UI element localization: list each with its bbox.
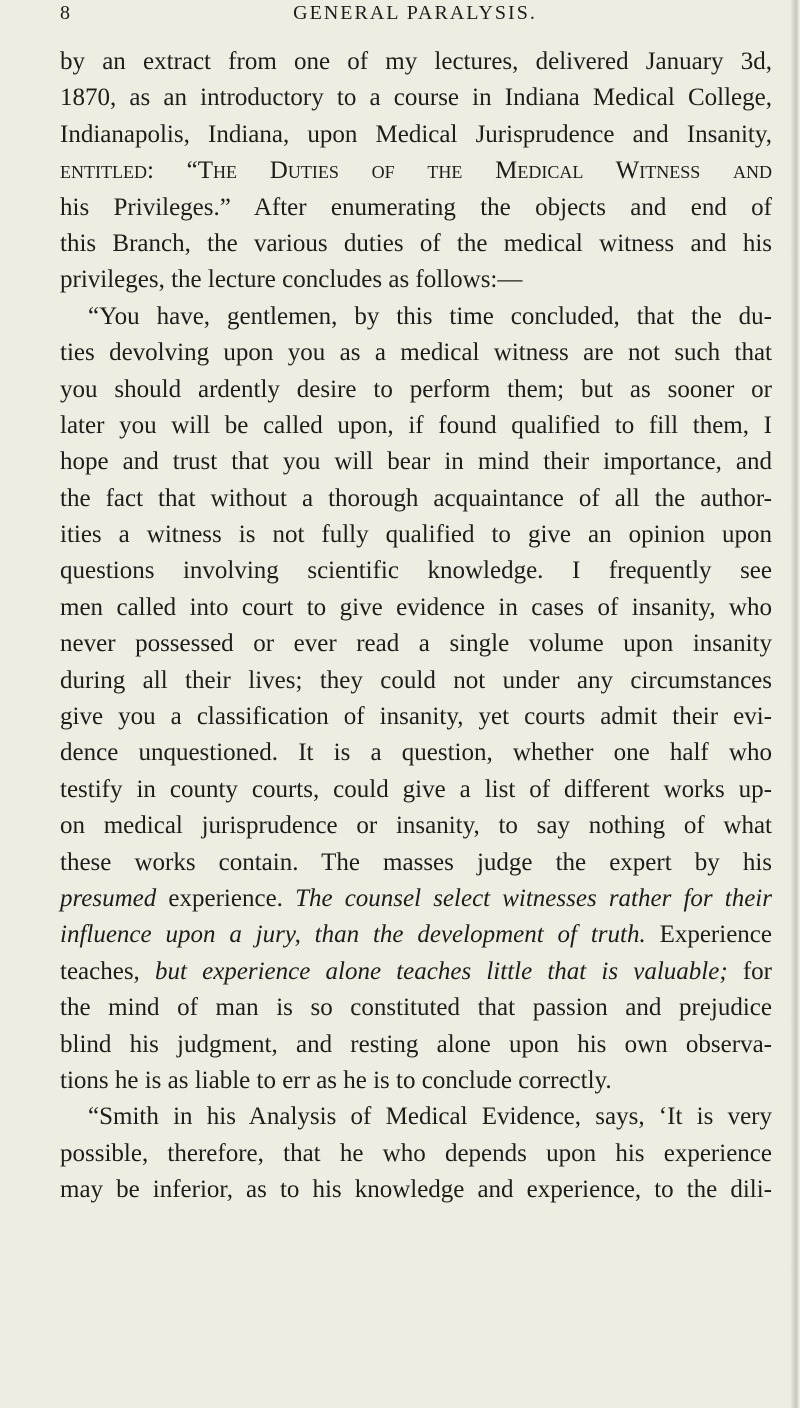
page-edge-shadow bbox=[790, 0, 800, 1408]
text-line: ities a witness is not fully qualified to give an opinion upon bbox=[60, 521, 772, 549]
text-line: influence upon a jury, than the development of truth. Experience bbox=[60, 921, 772, 949]
text-line: possible, therefore, that he who depends upon his experience bbox=[60, 1139, 772, 1167]
running-title: GENERAL PARALYSIS. bbox=[293, 2, 537, 24]
text-line: dence unquestioned. It is a question, whether one half who bbox=[60, 739, 772, 767]
text-line: ties devolving upon you as a medical witness are not such that bbox=[60, 339, 772, 367]
text-line: this Branch, the various duties of the medical witness and his bbox=[60, 229, 772, 257]
text-line: entitled: “The Duties of the Medical Witness and bbox=[60, 157, 772, 185]
text-line: “You have, gentlemen, by this time concluded, that the du- bbox=[88, 302, 772, 330]
text-line: blind his judgment, and resting alone upon his own observa- bbox=[60, 1030, 772, 1058]
body-text bbox=[60, 44, 772, 1209]
text-line: presumed experience. The counsel select witnesses rather for their bbox=[60, 884, 772, 912]
text-line: later you will be called upon, if found qualified to fill them, I bbox=[60, 411, 772, 439]
running-head bbox=[60, 0, 770, 28]
text-line: hope and trust that you will bear in mind their importance, and bbox=[60, 448, 772, 476]
text-line: privileges, the lecture concludes as follows:— bbox=[60, 266, 523, 294]
text-line: the mind of man is so constituted that passion and prejudice bbox=[60, 994, 772, 1022]
text-line: the fact that without a thorough acquaintance of all the author- bbox=[60, 484, 772, 512]
text-line: by an extract from one of my lectures, delivered January 3d, bbox=[60, 48, 772, 75]
page-number: 8 bbox=[60, 2, 70, 24]
text-line: never possessed or ever read a single volume upon insanity bbox=[60, 630, 772, 658]
text-line: during all their lives; they could not under any circumstances bbox=[60, 666, 772, 694]
text-line: questions involving scientific knowledge. I frequently see bbox=[60, 557, 772, 585]
text-line: may be inferior, as to his knowledge and experience, to the dili- bbox=[60, 1176, 772, 1204]
text-line: give you a classification of insanity, yet courts admit their evi- bbox=[60, 703, 772, 731]
text-line: his Privileges.” After enumerating the objects and end of bbox=[60, 193, 772, 221]
text-line: tions he is as liable to err as he is to conclude correctly. bbox=[60, 1066, 612, 1094]
text-line: you should ardently desire to perform them; but as sooner or bbox=[60, 375, 772, 403]
text-line: men called into court to give evidence in cases of insanity, who bbox=[60, 593, 772, 621]
text-line: “Smith in his Analysis of Medical Evidence, says, ‘It is very bbox=[88, 1103, 772, 1131]
text-line: Indianapolis, Indiana, upon Medical Jurisprudence and Insanity, bbox=[60, 120, 772, 148]
text-line: on medical jurisprudence or insanity, to say nothing of what bbox=[60, 812, 772, 840]
text-line: 1870, as an introductory to a course in Indiana Medical College, bbox=[60, 84, 772, 112]
text-line: teaches, but experience alone teaches little that is valuable; for bbox=[60, 957, 772, 985]
text-line: these works contain. The masses judge the expert by his bbox=[60, 848, 772, 876]
text-line: testify in county courts, could give a list of different works up- bbox=[60, 775, 772, 803]
